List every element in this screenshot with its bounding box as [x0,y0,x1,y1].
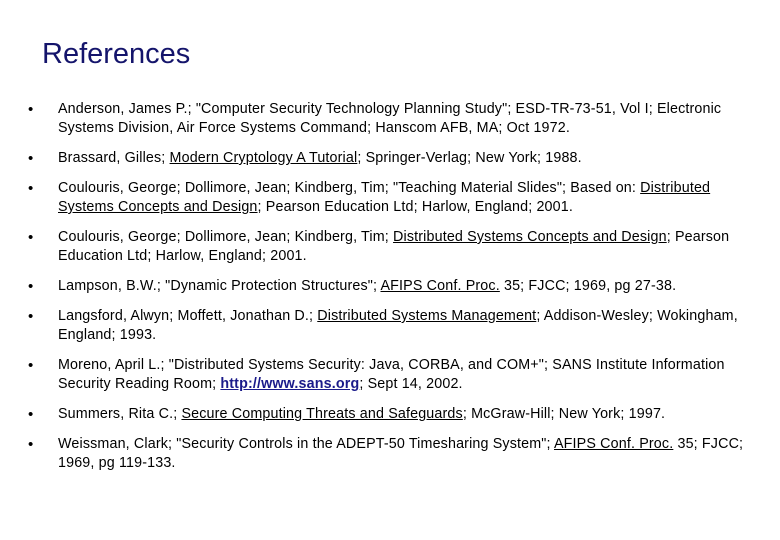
bullet-icon: • [28,406,34,423]
book-title: Distributed Systems Concepts and Design [393,229,667,245]
bullet-icon: • [28,357,34,374]
reference-text: Coulouris, George; Dollimore, Jean; Kindberg, Tim; [58,229,394,245]
reference-item [28,356,768,394]
reference-item [28,179,768,217]
reference-item [28,228,768,266]
reference-item [28,149,768,168]
reference-text: ; Pearson Education Ltd; Harlow, England; 2001. [58,229,730,264]
bullet-icon: • [28,180,34,197]
journal-title: AFIPS Conf. Proc. [553,436,674,452]
book-title: Modern Cryptology A Tutorial [169,150,358,166]
sans-link[interactable]: http://www.sans.org [220,376,360,392]
bullet-icon: • [28,436,34,453]
bullet-icon: • [28,101,34,118]
reference-text: Moreno, April L.; "Distributed Systems Security: Java, CORBA, and COM+"; SANS Institute Information Security Reading Room; [58,357,725,392]
reference-text: ; Pearson Education Ltd; Harlow, England; 2001. [257,199,573,215]
reference-item [28,405,768,424]
reference-text: Lampson, B.W.; "Dynamic Protection Structures"; [58,278,381,294]
reference-text: ; Addison-Wesley; Wokingham, England; 1993. [58,308,738,343]
journal-title: AFIPS Conf. Proc. [380,278,500,294]
reference-item [28,100,768,138]
reference-text: Anderson, James P.; "Computer Security Technology Planning Study"; ESD-TR-73-51, Vol I; Electronic Systems Division, Air Force Systems Command; Hanscom AFB, MA; Oct 1972. [58,101,722,136]
slide-title: References [42,38,191,70]
book-title: Secure Computing Threats and Safeguards [181,406,463,422]
reference-text: Brassard, Gilles; [58,150,170,166]
title-divider [36,84,770,87]
bullet-icon: • [28,150,34,167]
reference-text: Summers, Rita C.; [58,406,182,422]
bullet-icon: • [28,278,34,295]
book-title: Distributed Systems Management [317,308,537,324]
bullet-icon: • [28,308,34,325]
reference-text: ; McGraw-Hill; New York; 1997. [462,406,666,422]
reference-list [28,100,768,484]
reference-item [28,435,768,473]
reference-text: Coulouris, George; Dollimore, Jean; Kindberg, Tim; "Teaching Material Slides"; Based on: [58,180,641,196]
reference-text: 35; FJCC; 1969, pg 27-38. [499,278,677,294]
bullet-icon: • [28,229,34,246]
reference-text: Weissman, Clark; "Security Controls in the ADEPT-50 Timesharing System"; [58,436,554,452]
reference-item [28,277,768,296]
reference-text: 35; FJCC; 1969, pg 119-133. [58,436,744,471]
book-title: Distributed Systems Concepts and Design [58,180,711,215]
reference-item [28,307,768,345]
reference-text: ; Sept 14, 2002. [359,376,463,392]
reference-text: ; Springer-Verlag; New York; 1988. [357,150,582,166]
reference-text: Langsford, Alwyn; Moffett, Jonathan D.; [58,308,318,324]
